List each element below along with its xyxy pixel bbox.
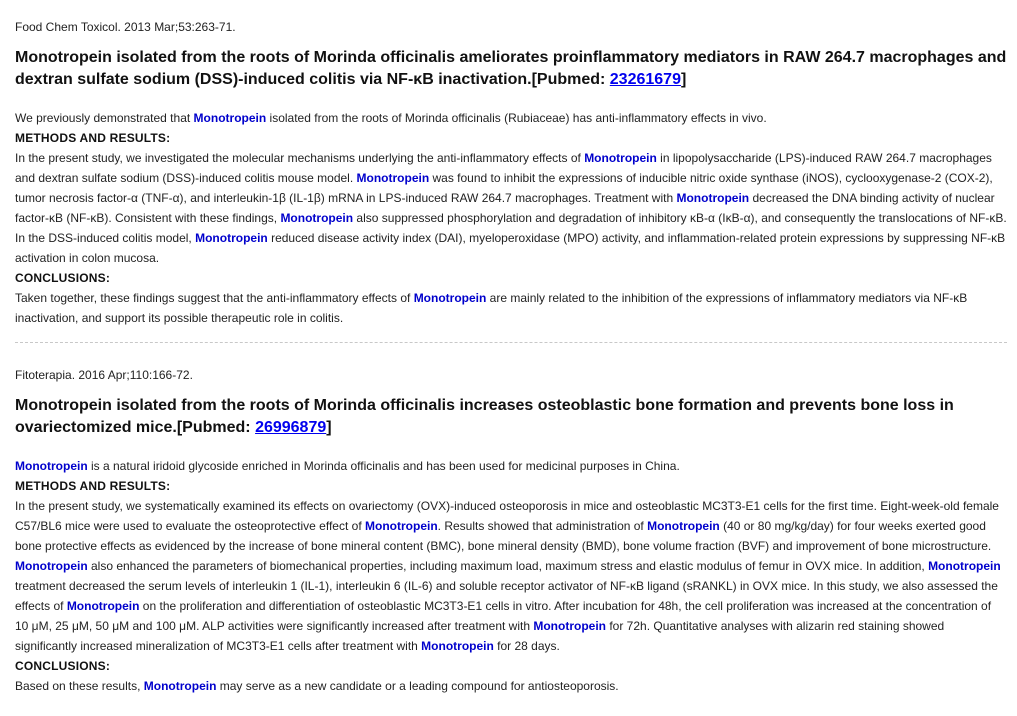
text-run: (40 or 80 mg/kg/day) for four weeks exerted good bone protective effects as evidenced by the increase of bone mineral content (BMC), bone mineral density (BMD), bone volume fraction (BVF) and improvement of bone microstructure.: [15, 519, 992, 553]
article-1: [15, 0, 1007, 342]
keyword: Monotropein: [193, 111, 267, 125]
text-run: reduced disease activity index (DAI), myeloperoxidase (MPO) activity, and inflammation-related protein expressions by suppressing NF-κB activation in colon mucosa.: [15, 231, 1006, 265]
text-run: We previously demonstrated that: [15, 111, 194, 125]
methods-paragraph: [15, 148, 1007, 268]
pubmed-link[interactable]: 23261679: [609, 71, 681, 88]
keyword: Monotropein: [584, 151, 657, 165]
keyword: Monotropein: [66, 599, 140, 613]
conclusions-paragraph: [15, 288, 1007, 328]
keyword: Monotropein: [365, 519, 438, 533]
keyword: Monotropein: [413, 291, 487, 305]
text-run: also suppressed phosphorylation and degradation of inhibitory κB-α (IκB-α), and consequently the translocations of NF-κB. In the DSS-induced colitis model,: [15, 211, 1007, 245]
methods-paragraph: [15, 496, 1007, 656]
pubmed-label: [Pubmed:: [531, 71, 610, 88]
keyword: Monotropein: [928, 559, 1001, 573]
keyword: Monotropein: [421, 639, 494, 653]
text-run: . Results showed that administration of: [437, 519, 648, 533]
text-run: may serve as a new candidate or a leading compound for antiosteoporosis.: [216, 679, 619, 693]
conclusions-heading: CONCLUSIONS:: [15, 659, 111, 673]
text-run: Based on these results,: [15, 679, 144, 693]
text-run: In the present study, we investigated the molecular mechanisms underlying the anti-inflammatory effects of: [15, 151, 585, 165]
methods-heading: METHODS AND RESULTS:: [15, 131, 171, 145]
pubmed-link[interactable]: 26996879: [255, 419, 327, 436]
text-run: In the present study, we systematically examined its effects on ovariectomy (OVX)-induced osteoporosis in mice and osteoblastic MC3T3-E1 cells for the first time. Eight-week-old female C57/BL6 mice were used to evaluate the osteoprotective effect of: [15, 499, 999, 533]
keyword: Monotropein: [356, 171, 430, 185]
keyword: Monotropein: [280, 211, 354, 225]
intro-paragraph: [15, 108, 1007, 128]
keyword: Monotropein: [15, 459, 88, 473]
keyword: Monotropein: [143, 679, 217, 693]
text-run: in lipopolysaccharide (LPS)-induced RAW 264.7 macrophages and dextran sulfate sodium (DSS)-induced colitis mouse model.: [15, 151, 992, 185]
text-run: also enhanced the parameters of biomechanical properties, including maximum load, maximum stress and elastic modulus of femur in OVX mice. In addition,: [87, 559, 929, 573]
conclusions-paragraph: [15, 676, 1007, 696]
intro-paragraph: [15, 456, 1007, 476]
keyword: Monotropein: [195, 231, 268, 245]
title-text: Monotropein isolated from the roots of Morinda officinalis ameliorates proinflammatory mediators in RAW 264.7 macrophages and dextran sulfate sodium (DSS)-induced colitis via NF-κB inactivation.: [15, 49, 1007, 88]
keyword: Monotropein: [15, 559, 88, 573]
text-run: on the proliferation and differentiation of osteoblastic MC3T3-E1 cells in vitro. After incubation for 48h, the cell proliferation was increased at the concentration of 10 μM, 25 μM, 50 μM and 100 μM. ALP activities were significantly increased after treatment with: [15, 599, 992, 633]
keyword: Monotropein: [647, 519, 720, 533]
conclusions-heading: CONCLUSIONS:: [15, 271, 111, 285]
text-run: was found to inhibit the expressions of inducible nitric oxide synthase (iNOS), cyclooxygenase-2 (COX-2), tumor necrosis factor-α (TNF-α), and interleukin-1β (IL-1β) mRNA in LPS-induced RAW 264.7 macrophages. Treatment with: [15, 171, 993, 205]
spacer: [15, 328, 1007, 342]
text-run: isolated from the roots of Morinda officinalis (Rubiaceae) has anti-inflammatory effects in vivo.: [266, 111, 767, 125]
article-title: [15, 395, 1007, 439]
text-run: for 28 days.: [493, 639, 560, 653]
methods-heading: METHODS AND RESULTS:: [15, 479, 171, 493]
keyword: Monotropein: [676, 191, 750, 205]
text-run: are mainly related to the inhibition of the expressions of inflammatory mediators via NF-κB inactivation, and support its possible therapeutic role in colitis.: [15, 291, 968, 325]
keyword: Monotropein: [533, 619, 606, 633]
pubmed-close: ]: [326, 419, 332, 436]
article-title: [15, 47, 1007, 91]
text-run: treatment decreased the serum levels of interleukin 1 (IL-1), interleukin 6 (IL-6) and soluble receptor activator of NF-κB ligand (sRANKL) in OVX mice. In this study, we also assessed the effects of: [15, 579, 998, 613]
title-text: Monotropein isolated from the roots of Morinda officinalis increases osteoblastic bone formation and prevents bone loss in ovariectomized mice.: [15, 397, 954, 436]
article-2: [15, 342, 1007, 696]
text-run: Taken together, these findings suggest that the anti-inflammatory effects of: [15, 291, 414, 305]
pubmed-label: [Pubmed:: [176, 419, 256, 436]
text-run: decreased the DNA binding activity of nuclear factor-κB (NF-κB). Consistent with these findings,: [15, 191, 995, 225]
pubmed-close: ]: [680, 71, 687, 88]
text-run: is a natural iridoid glycoside enriched in Morinda officinalis and has been used for medicinal purposes in China.: [87, 459, 680, 473]
citation: Food Chem Toxicol. 2013 Mar;53:263-71.: [15, 20, 236, 34]
text-run: for 72h. Quantitative analyses with alizarin red staining showed significantly increased mineralization of MC3T3-E1 cells after treatment with: [15, 619, 945, 653]
citation: Fitoterapia. 2016 Apr;110:166-72.: [15, 368, 193, 382]
